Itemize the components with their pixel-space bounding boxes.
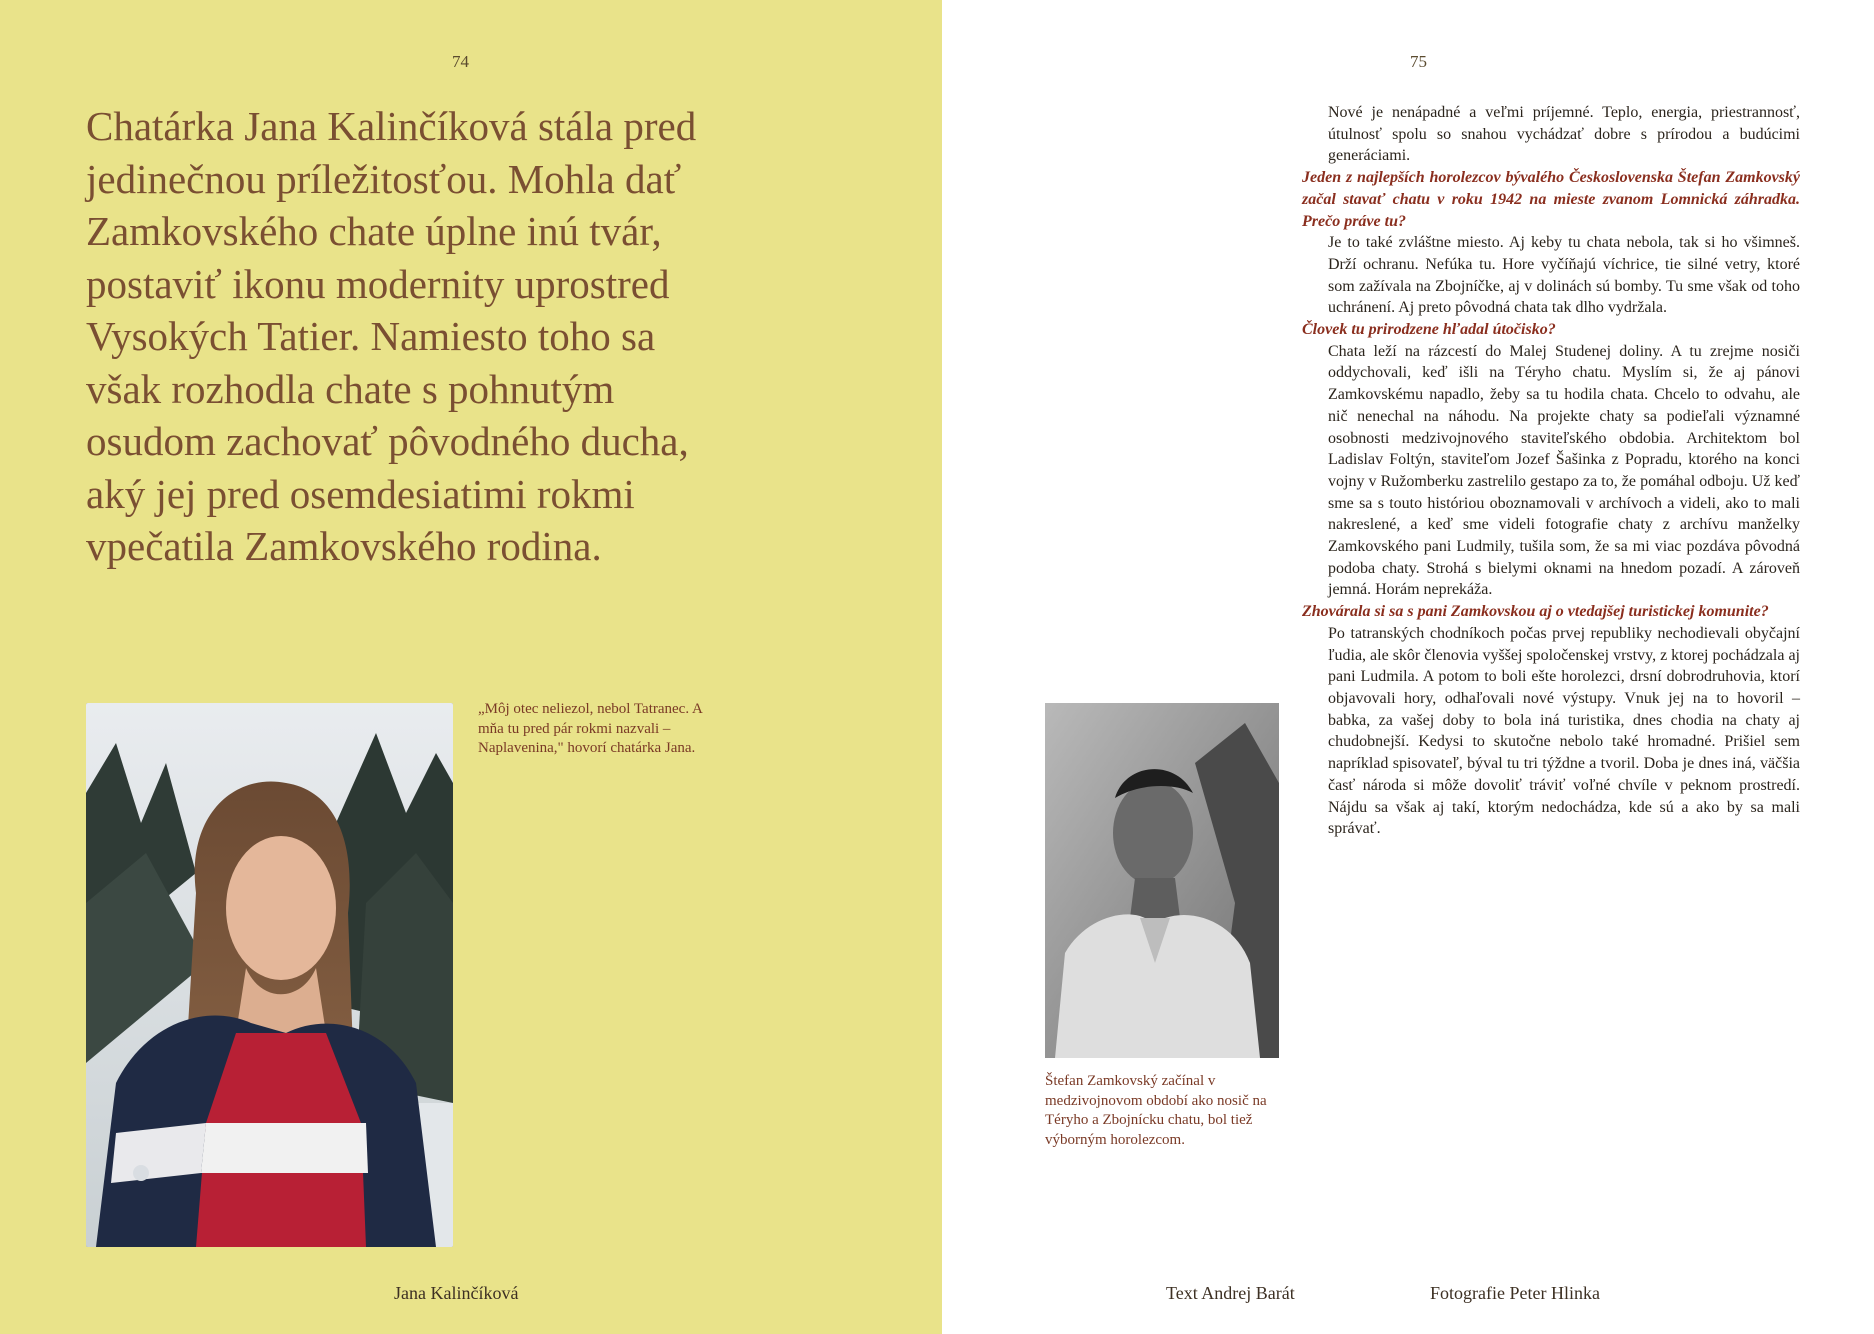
footer-name: Jana Kalinčíková bbox=[394, 1283, 519, 1303]
page-number-left: 74 bbox=[452, 52, 469, 71]
answer-paragraph: Chata leží na rázcestí do Malej Studenej doliny. A tu zrejme nosiči oddychovali, keď išli na Téryho chatu. Myslím si, že aj pánovi Zamkovskému napadlo, žeby sa tu hodila chata. Chcelo to odvahu, ale nič nenechal na náhodu. Na projekte chaty sa podieľali významné osobnosti medzivojnového staviteľského obdobia. Architektom bol Ladislav Foltýn, staviteľom Jozef Šašinka z Popradu, ktorého na konci vojny v Ružomberku zastrelilo gestapo za to, že pomáhal odboju. Už keď sme sa s touto históriou oboznamovali v archívoch a videli, ako to mali nakreslené, a keď sme videli fotografie chaty z archívu manželky Zamkovského pani Ludmily, tušila som, že sa mi viac pozdáva pôvodná podoba chaty. Strohá s bielymi oknami na hnedom pozadí. A zároveň jemná. Horám neprekáža. bbox=[1328, 342, 1800, 599]
portrait-illustration bbox=[86, 703, 453, 1247]
footer-text-credit: Text Andrej Barát bbox=[1166, 1283, 1295, 1303]
portrait-photo-jana bbox=[86, 703, 453, 1247]
page-number-right: 75 bbox=[1410, 52, 1427, 71]
pull-quote: „Môj otec neliezol, nebol Tatranec. A mňa tu pred pár rokmi nazvali – Naplavenina," hovorí chatárka Jana. bbox=[478, 701, 703, 756]
footer-photo-credit: Fotografie Peter Hlinka bbox=[1430, 1283, 1600, 1303]
archive-illustration bbox=[1045, 703, 1279, 1058]
question-paragraph: Človek tu prirodzene hľadal útočisko? bbox=[1302, 321, 1556, 339]
answer-paragraph: Po tatranských chodníkoch počas prvej republiky nechodievali obyčajní ľudia, ale skôr členovia vyššej spoločenskej vrstvy, z ktorej pochádzala aj pani Ludmila. A potom to boli ešte horolezci, drsní dobrodruhovia, ktorí objavovali hory, odhaľovali nové výstupy. Vnuk jej na to hovoril – babka, za vašej doby to bola iná turistika, dnes chodia na chaty aj chudobnejší. Kedysi to skutočne nebolo také hromadné. Prišiel sem napríklad spisovateľ, býval tu tri týždne a tvoril. Doba je dnes iná, väčšia časť národa si môže dovoliť tráviť voľné chvíle v peknom prostredí. Nájdu sa však aj takí, ktorým nedochádza, kde sú a ako by sa mali správať. bbox=[1328, 624, 1800, 838]
answer-paragraph: Nové je nenápadné a veľmi príjemné. Teplo, energia, priestrannosť, útulnosť spolu so snahou vychádzať dobre s prírodou a budúcimi generáciami. bbox=[1328, 104, 1800, 165]
lead-paragraph: Chatárka Jana Kalinčíková stála pred jedinečnou príležitosťou. Mohla dať Zamkovského chate úplne inú tvár, postaviť ikonu modernity uprostred Vysokých Tatier. Namiesto toho sa však rozhodla chate s pohnutým osudom zachovať pôvodného ducha, aký jej pred osemdesiatimi rokmi vpečatila Zamkovského rodina. bbox=[86, 103, 697, 569]
interview-text bbox=[1302, 102, 1800, 840]
archive-photo-zamkovsky bbox=[1045, 703, 1279, 1058]
archive-caption: Štefan Zamkovský začínal v medzivojnovom období ako nosič na Téryho a Zbojnícku chatu, bol tiež výborným horolezcom. bbox=[1045, 1073, 1267, 1148]
question-paragraph: Zhovárala si sa s pani Zamkovskou aj o vtedajšej turistickej komunite? bbox=[1302, 603, 1769, 621]
answer-paragraph: Je to také zvláštne miesto. Aj keby tu chata nebola, tak si ho všimneš. Drží ochranu. Nefúka tu. Hore vyčíňajú víchrice, tie silné vetry, ktoré som zažívala na Zbojníčke, aj v dolinách sú bomby. Tu sme však od toho uchránení. Aj preto pôvodná chata tak dlho vydržala. bbox=[1328, 234, 1800, 317]
question-paragraph: Jeden z najlepších horolezcov bývalého Československa Štefan Zamkovský začal stavať chatu v roku 1942 na mieste zvanom Lomnická záhradka. Prečo práve tu? bbox=[1302, 169, 1800, 230]
